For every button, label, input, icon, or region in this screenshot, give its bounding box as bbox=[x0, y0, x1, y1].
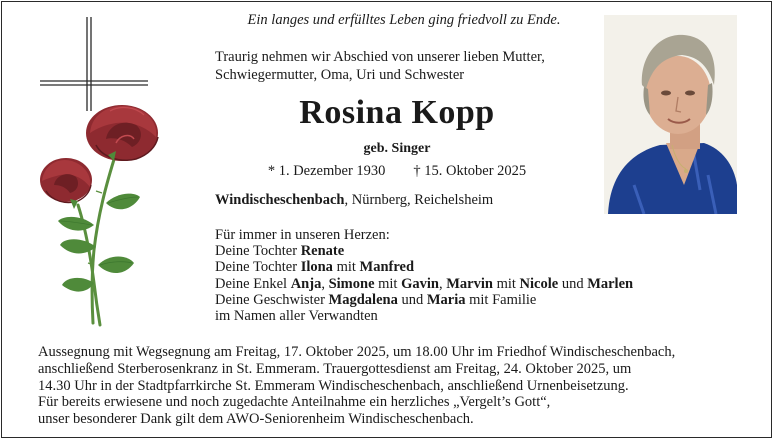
primary-place: Windischeschenbach bbox=[215, 192, 345, 208]
rose-icon bbox=[40, 158, 92, 203]
footer-line: anschließend Sterberosenkranz in St. Emmeram. Trauergottesdienst am Freitag, 24. Oktober 2025, um bbox=[38, 360, 632, 377]
intro-text bbox=[215, 48, 545, 84]
ceremony-details bbox=[38, 344, 675, 428]
cross-icon bbox=[40, 17, 148, 111]
leaf-icon bbox=[58, 194, 140, 292]
mourner-line: Deine Enkel Anja, Simone mit Gavin, Marvin mit Nicole und Marlen bbox=[215, 275, 634, 292]
birth-date: * 1. Dezember 1930 bbox=[267, 163, 386, 179]
mourner-line: Deine Geschwister Magdalena und Maria mit Familie bbox=[215, 291, 537, 308]
intro-line: Traurig nehmen wir Abschied von unserer lieben Mutter, bbox=[215, 49, 545, 65]
footer-line: unser besonderer Dank gilt dem AWO-Seniorenheim Windischeschenbach. bbox=[38, 411, 474, 428]
mourners-list bbox=[215, 227, 633, 324]
mourner-line: Deine Tochter Ilona mit Manfred bbox=[215, 259, 415, 276]
mourner-line: im Namen aller Verwandten bbox=[215, 308, 378, 325]
life-dates bbox=[218, 163, 576, 180]
places-line bbox=[215, 192, 493, 209]
footer-line: 14.30 Uhr in der Stadtpfarrkirche St. Emmeram Windischeschenbach, anschließend Urnenbeisetzung. bbox=[38, 377, 629, 394]
cross-and-roses-illustration bbox=[36, 15, 166, 335]
motto-line: Ein langes und erfülltes Leben ging friedvoll zu Ende. bbox=[247, 12, 561, 28]
other-places: , Nürnberg, Reichelsheim bbox=[344, 192, 494, 208]
deceased-name: Rosina Kopp bbox=[299, 94, 495, 131]
footer-line: Für bereits erwiesene und noch zugedachte Anteilnahme ein herzliches „Vergelt’s Gott“, bbox=[38, 394, 551, 411]
portrait-photo bbox=[604, 15, 737, 214]
death-date: † 15. Oktober 2025 bbox=[413, 163, 527, 179]
mourner-line: Deine Tochter Renate bbox=[215, 243, 345, 260]
footer-line: Aussegnung mit Wegsegnung am Freitag, 17. Oktober 2025, um 18.00 Uhr im Friedhof Windischeschenbach, bbox=[38, 344, 676, 360]
mourners-heading: Für immer in unseren Herzen: bbox=[215, 227, 390, 243]
rose-icon bbox=[86, 105, 158, 161]
intro-line: Schwiegermutter, Oma, Uri und Schwester bbox=[215, 67, 465, 83]
maiden-name: geb. Singer bbox=[363, 141, 431, 156]
